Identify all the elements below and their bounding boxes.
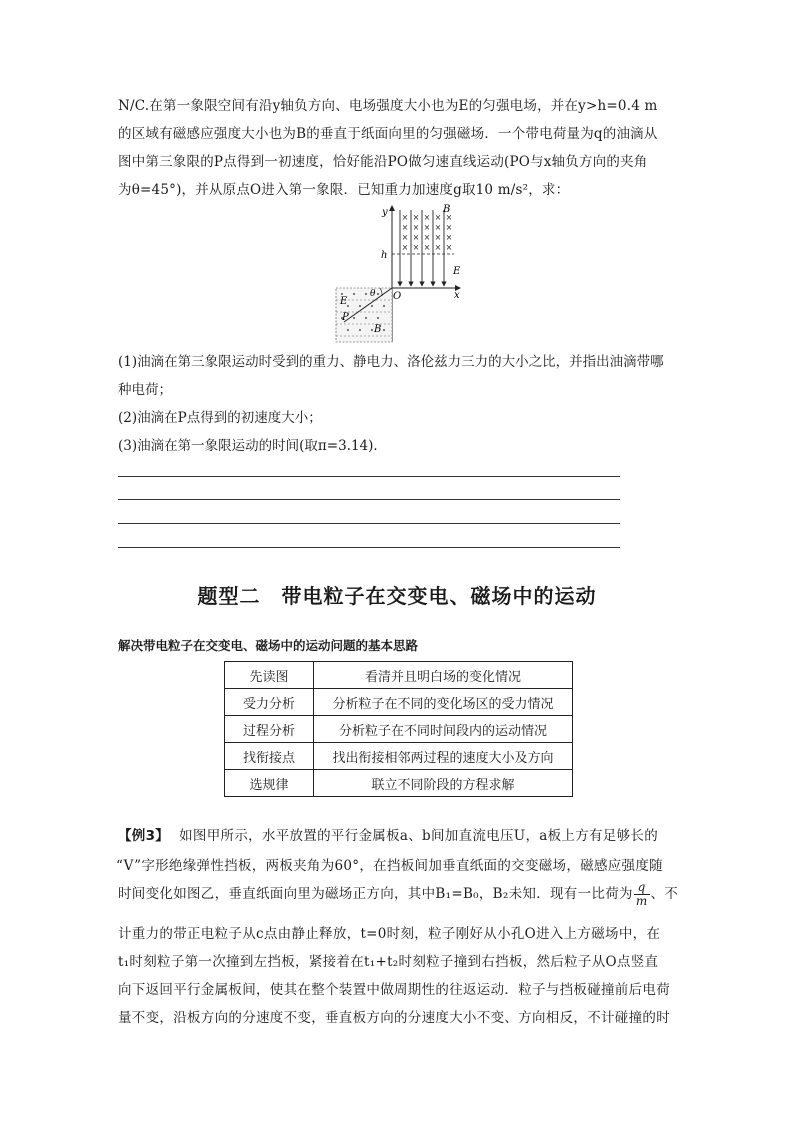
- example-line-7: 量不变，沿板方向的分速度不变，垂直板方向的分速度大小不变、方向相反，不计碰撞的时: [118, 1010, 670, 1026]
- example-line-1: [118, 826, 683, 846]
- svg-text:×: ×: [423, 243, 431, 252]
- svg-text:×: ×: [412, 243, 420, 252]
- svg-text:×: ×: [434, 223, 442, 232]
- table-cell-step: 过程分析: [225, 716, 314, 743]
- example-tag: 【例3】: [118, 828, 170, 844]
- p-label: P: [342, 312, 349, 323]
- b-bottom-label: B: [374, 324, 382, 335]
- table-row: [225, 662, 573, 689]
- table-row: [225, 689, 573, 716]
- fraction-numerator: q: [634, 881, 650, 895]
- example-text: 时间变化如图乙，垂直纸面向里为磁场正方向，其中B₁=B₀，B₂未知．现有一比荷为: [118, 886, 633, 902]
- y-axis-label: y: [382, 207, 388, 218]
- question-3: (3)油滴在第一象限运动的时间(取π=3.14)．: [118, 438, 387, 454]
- x-axis-label: x: [454, 290, 460, 301]
- h-label: h: [381, 250, 388, 261]
- svg-text:×: ×: [445, 243, 453, 252]
- table-cell-step: 选规律: [225, 770, 314, 797]
- question-1-line-1: (1)油滴在第三象限运动时受到的重力、静电力、洛伦兹力三力的大小之比，并指出油滴带哪: [118, 354, 664, 370]
- answer-line: [118, 476, 620, 477]
- svg-text:×: ×: [412, 223, 420, 232]
- table-row: [225, 770, 573, 797]
- table-cell-step: 找衔接点: [225, 743, 314, 770]
- svg-text:×: ×: [423, 233, 431, 242]
- answer-line: [118, 499, 620, 500]
- example-text: 如图甲所示，水平放置的平行金属板a、b间加直流电压U，a板上方有足够长的: [179, 828, 659, 844]
- fraction-denominator: m: [635, 894, 648, 908]
- b-top-label: B: [443, 204, 451, 215]
- svg-text:×: ×: [434, 243, 442, 252]
- svg-text:×: ×: [434, 213, 442, 222]
- b-field-crosses: [402, 213, 453, 252]
- table-row: [225, 716, 573, 743]
- intro-line-3: 图中第三象限的P点得到一初速度，恰好能沿PO做匀速直线运动(PO与x轴负方向的夹角: [118, 154, 648, 170]
- svg-text:×: ×: [401, 243, 409, 252]
- e-right-label: E: [453, 266, 461, 277]
- charge-mass-ratio: [634, 881, 650, 908]
- method-table: [224, 661, 573, 797]
- section-heading: 题型二 带电粒子在交变电、磁场中的运动: [197, 584, 597, 608]
- example-line-4: 计重力的带正电粒子从c点由静止释放，t=0时刻，粒子刚好从小孔O进入上方磁场中，在: [118, 926, 661, 942]
- intro-line-4: 为θ=45°)，并从原点O进入第一象限．已知重力加速度g取10 m/s²，求：: [118, 182, 570, 198]
- svg-text:×: ×: [412, 233, 420, 242]
- svg-text:×: ×: [401, 223, 409, 232]
- intro-line-2: 的区域有磁感应强度大小也为B的垂直于纸面向里的匀强磁场．一个带电荷量为q的油滴从: [118, 126, 658, 142]
- table-cell-desc: 找出衔接相邻两过程的速度大小及方向: [314, 743, 573, 770]
- example-line-5: t₁时刻粒子第一次撞到左挡板，紧接着在t₁+t₂时刻粒子撞到右挡板，然后粒子从O点竖直: [118, 954, 659, 970]
- table-cell-desc: 分析粒子在不同时间段内的运动情况: [314, 716, 573, 743]
- intro-line-1: N/C.在第一象限空间有沿y轴负方向、电场强度大小也为E的匀强电场，并在y>h=0.4 m: [118, 98, 658, 114]
- e-left-label: E: [340, 296, 348, 307]
- question-2: (2)油滴在P点得到的初速度大小；: [118, 410, 322, 426]
- table-cell-desc: 联立不同阶段的方程求解: [314, 770, 573, 797]
- example-line-6: 向下返回平行金属板间，使其在整个装置中做周期性的往返运动．粒子与挡板碰撞前后电荷: [118, 982, 670, 998]
- table-row: [225, 743, 573, 770]
- svg-text:×: ×: [423, 223, 431, 232]
- svg-text:×: ×: [445, 233, 453, 242]
- table-cell-step: 受力分析: [225, 689, 314, 716]
- svg-text:×: ×: [412, 213, 420, 222]
- svg-text:×: ×: [445, 223, 453, 232]
- example-line-3: [118, 880, 683, 910]
- question-1-line-2: 种电荷；: [118, 382, 172, 398]
- theta-label: θ: [370, 289, 376, 299]
- svg-text:×: ×: [401, 213, 409, 222]
- field-diagram: [330, 204, 470, 344]
- answer-line: [118, 547, 620, 548]
- svg-text:×: ×: [434, 233, 442, 242]
- table-cell-step: 先读图: [225, 662, 314, 689]
- method-title: 解决带电粒子在交变电、磁场中的运动问题的基本思路: [118, 638, 419, 653]
- table-cell-desc: 看清并且明白场的变化情况: [314, 662, 573, 689]
- svg-text:×: ×: [423, 213, 431, 222]
- table-cell-desc: 分析粒子在不同的变化场区的受力情况: [314, 689, 573, 716]
- svg-text:×: ×: [445, 213, 453, 222]
- answer-line: [118, 523, 620, 524]
- svg-text:×: ×: [401, 233, 409, 242]
- example-text: 、不: [650, 886, 679, 902]
- origin-label: O: [393, 291, 402, 302]
- example-line-2: “V”字形绝缘弹性挡板，两板夹角为60°，在挡板间加垂直纸面的交变磁场，磁感应强度随: [116, 858, 663, 874]
